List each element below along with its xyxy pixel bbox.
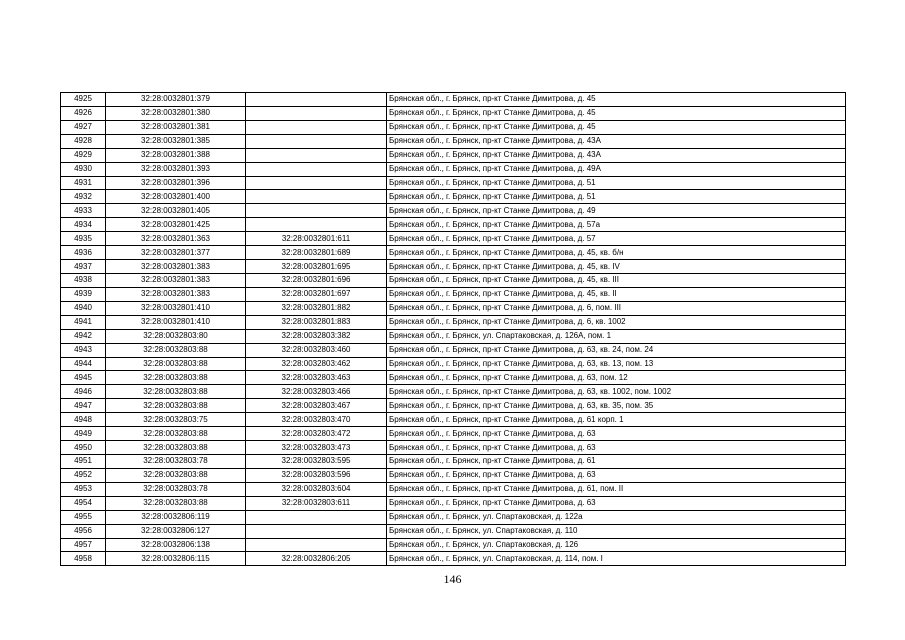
row-number-cell: 4946 bbox=[61, 385, 106, 399]
row-number-cell: 4931 bbox=[61, 176, 106, 190]
address-cell: Брянская обл., г. Брянск, пр-кт Станке Димитрова, д. 57 bbox=[387, 232, 846, 246]
linked-cadastral-number-cell bbox=[246, 218, 387, 232]
cadastral-number-cell: 32:28:0032801:363 bbox=[106, 232, 246, 246]
cadastral-number-cell: 32:28:0032801:381 bbox=[106, 120, 246, 134]
address-cell: Брянская обл., г. Брянск, пр-кт Станке Димитрова, д. 6, кв. 1002 bbox=[387, 315, 846, 329]
cadastral-number-cell: 32:28:0032803:88 bbox=[106, 385, 246, 399]
cadastral-number-cell: 32:28:0032803:88 bbox=[106, 357, 246, 371]
linked-cadastral-number-cell bbox=[246, 106, 387, 120]
address-cell: Брянская обл., г. Брянск, ул. Спартаковская, д. 126 bbox=[387, 538, 846, 552]
registry-table bbox=[60, 92, 846, 566]
address-cell: Брянская обл., г. Брянск, пр-кт Станке Димитрова, д. 49 bbox=[387, 204, 846, 218]
row-number-cell: 4947 bbox=[61, 399, 106, 413]
address-cell: Брянская обл., г. Брянск, пр-кт Станке Димитрова, д. 45, кв. II bbox=[387, 287, 846, 301]
row-number-cell: 4955 bbox=[61, 510, 106, 524]
address-cell: Брянская обл., г. Брянск, пр-кт Станке Димитрова, д. 63, кв. 1002, пом. 1002 bbox=[387, 385, 846, 399]
cadastral-number-cell: 32:28:0032803:78 bbox=[106, 454, 246, 468]
table-row bbox=[61, 93, 846, 107]
address-cell: Брянская обл., г. Брянск, пр-кт Станке Димитрова, д. 61 корп. 1 bbox=[387, 413, 846, 427]
row-number-cell: 4934 bbox=[61, 218, 106, 232]
linked-cadastral-number-cell bbox=[246, 524, 387, 538]
table-row bbox=[61, 427, 846, 441]
row-number-cell: 4933 bbox=[61, 204, 106, 218]
row-number-cell: 4943 bbox=[61, 343, 106, 357]
table-row bbox=[61, 204, 846, 218]
address-cell: Брянская обл., г. Брянск, пр-кт Станке Димитрова, д. 61 bbox=[387, 454, 846, 468]
linked-cadastral-number-cell bbox=[246, 538, 387, 552]
cadastral-number-cell: 32:28:0032803:88 bbox=[106, 441, 246, 455]
cadastral-number-cell: 32:28:0032801:396 bbox=[106, 176, 246, 190]
address-cell: Брянская обл., г. Брянск, пр-кт Станке Димитрова, д. 45 bbox=[387, 120, 846, 134]
row-number-cell: 4956 bbox=[61, 524, 106, 538]
address-cell: Брянская обл., г. Брянск, пр-кт Станке Димитрова, д. 43А bbox=[387, 134, 846, 148]
table-row bbox=[61, 413, 846, 427]
cadastral-number-cell: 32:28:0032801:410 bbox=[106, 315, 246, 329]
linked-cadastral-number-cell: 32:28:0032803:472 bbox=[246, 427, 387, 441]
address-cell: Брянская обл., г. Брянск, пр-кт Станке Димитрова, д. 63 bbox=[387, 496, 846, 510]
linked-cadastral-number-cell: 32:28:0032803:467 bbox=[246, 399, 387, 413]
cadastral-number-cell: 32:28:0032801:405 bbox=[106, 204, 246, 218]
linked-cadastral-number-cell bbox=[246, 510, 387, 524]
linked-cadastral-number-cell: 32:28:0032801:689 bbox=[246, 246, 387, 260]
cadastral-number-cell: 32:28:0032803:78 bbox=[106, 482, 246, 496]
address-cell: Брянская обл., г. Брянск, пр-кт Станке Димитрова, д. 51 bbox=[387, 176, 846, 190]
row-number-cell: 4957 bbox=[61, 538, 106, 552]
linked-cadastral-number-cell: 32:28:0032806:205 bbox=[246, 552, 387, 566]
table-row bbox=[61, 120, 846, 134]
row-number-cell: 4939 bbox=[61, 287, 106, 301]
row-number-cell: 4949 bbox=[61, 427, 106, 441]
linked-cadastral-number-cell: 32:28:0032801:883 bbox=[246, 315, 387, 329]
address-cell: Брянская обл., г. Брянск, пр-кт Станке Димитрова, д. 51 bbox=[387, 190, 846, 204]
table-row bbox=[61, 190, 846, 204]
row-number-cell: 4941 bbox=[61, 315, 106, 329]
table-row bbox=[61, 371, 846, 385]
linked-cadastral-number-cell bbox=[246, 176, 387, 190]
linked-cadastral-number-cell bbox=[246, 93, 387, 107]
cadastral-number-cell: 32:28:0032803:88 bbox=[106, 371, 246, 385]
cadastral-number-cell: 32:28:0032803:88 bbox=[106, 427, 246, 441]
address-cell: Брянская обл., г. Брянск, пр-кт Станке Димитрова, д. 57а bbox=[387, 218, 846, 232]
cadastral-number-cell: 32:28:0032806:115 bbox=[106, 552, 246, 566]
table-row bbox=[61, 218, 846, 232]
table-row bbox=[61, 468, 846, 482]
linked-cadastral-number-cell: 32:28:0032803:466 bbox=[246, 385, 387, 399]
table-row bbox=[61, 273, 846, 287]
cadastral-number-cell: 32:28:0032806:127 bbox=[106, 524, 246, 538]
address-cell: Брянская обл., г. Брянск, пр-кт Станке Димитрова, д. 63, пом. 12 bbox=[387, 371, 846, 385]
address-cell: Брянская обл., г. Брянск, пр-кт Станке Димитрова, д. 45 bbox=[387, 106, 846, 120]
cadastral-number-cell: 32:28:0032801:388 bbox=[106, 148, 246, 162]
row-number-cell: 4927 bbox=[61, 120, 106, 134]
cadastral-number-cell: 32:28:0032801:425 bbox=[106, 218, 246, 232]
cadastral-number-cell: 32:28:0032801:380 bbox=[106, 106, 246, 120]
linked-cadastral-number-cell: 32:28:0032801:611 bbox=[246, 232, 387, 246]
cadastral-number-cell: 32:28:0032803:88 bbox=[106, 496, 246, 510]
linked-cadastral-number-cell: 32:28:0032801:697 bbox=[246, 287, 387, 301]
linked-cadastral-number-cell: 32:28:0032803:596 bbox=[246, 468, 387, 482]
table-row bbox=[61, 134, 846, 148]
table-row bbox=[61, 246, 846, 260]
table-row bbox=[61, 510, 846, 524]
row-number-cell: 4938 bbox=[61, 273, 106, 287]
row-number-cell: 4951 bbox=[61, 454, 106, 468]
table-row bbox=[61, 176, 846, 190]
cadastral-number-cell: 32:28:0032801:383 bbox=[106, 287, 246, 301]
table-row bbox=[61, 301, 846, 315]
table-row bbox=[61, 343, 846, 357]
cadastral-number-cell: 32:28:0032801:383 bbox=[106, 273, 246, 287]
row-number-cell: 4925 bbox=[61, 93, 106, 107]
linked-cadastral-number-cell bbox=[246, 134, 387, 148]
cadastral-number-cell: 32:28:0032803:75 bbox=[106, 413, 246, 427]
address-cell: Брянская обл., г. Брянск, ул. Спартаковская, д. 122а bbox=[387, 510, 846, 524]
registry-table-body bbox=[61, 93, 846, 566]
linked-cadastral-number-cell bbox=[246, 148, 387, 162]
linked-cadastral-number-cell: 32:28:0032803:462 bbox=[246, 357, 387, 371]
table-row bbox=[61, 454, 846, 468]
address-cell: Брянская обл., г. Брянск, пр-кт Станке Димитрова, д. 6, пом. III bbox=[387, 301, 846, 315]
row-number-cell: 4930 bbox=[61, 162, 106, 176]
linked-cadastral-number-cell bbox=[246, 190, 387, 204]
table-row bbox=[61, 148, 846, 162]
linked-cadastral-number-cell bbox=[246, 162, 387, 176]
row-number-cell: 4929 bbox=[61, 148, 106, 162]
linked-cadastral-number-cell: 32:28:0032803:473 bbox=[246, 441, 387, 455]
cadastral-number-cell: 32:28:0032801:410 bbox=[106, 301, 246, 315]
table-row bbox=[61, 106, 846, 120]
table-row bbox=[61, 260, 846, 274]
cadastral-number-cell: 32:28:0032806:119 bbox=[106, 510, 246, 524]
address-cell: Брянская обл., г. Брянск, пр-кт Станке Димитрова, д. 63 bbox=[387, 441, 846, 455]
address-cell: Брянская обл., г. Брянск, пр-кт Станке Димитрова, д. 61, пом. II bbox=[387, 482, 846, 496]
address-cell: Брянская обл., г. Брянск, пр-кт Станке Димитрова, д. 49А bbox=[387, 162, 846, 176]
page-number: 146 bbox=[443, 572, 462, 586]
table-row bbox=[61, 232, 846, 246]
row-number-cell: 4948 bbox=[61, 413, 106, 427]
linked-cadastral-number-cell: 32:28:0032803:595 bbox=[246, 454, 387, 468]
row-number-cell: 4954 bbox=[61, 496, 106, 510]
linked-cadastral-number-cell: 32:28:0032801:882 bbox=[246, 301, 387, 315]
address-cell: Брянская обл., г. Брянск, пр-кт Станке Димитрова, д. 45, кв. III bbox=[387, 273, 846, 287]
row-number-cell: 4926 bbox=[61, 106, 106, 120]
address-cell: Брянская обл., г. Брянск, пр-кт Станке Димитрова, д. 63 bbox=[387, 468, 846, 482]
table-row bbox=[61, 329, 846, 343]
cadastral-number-cell: 32:28:0032801:379 bbox=[106, 93, 246, 107]
address-cell: Брянская обл., г. Брянск, ул. Спартаковская, д. 126А, пом. 1 bbox=[387, 329, 846, 343]
row-number-cell: 4944 bbox=[61, 357, 106, 371]
cadastral-number-cell: 32:28:0032803:80 bbox=[106, 329, 246, 343]
linked-cadastral-number-cell: 32:28:0032801:695 bbox=[246, 260, 387, 274]
table-row bbox=[61, 441, 846, 455]
linked-cadastral-number-cell: 32:28:0032803:470 bbox=[246, 413, 387, 427]
cadastral-number-cell: 32:28:0032801:385 bbox=[106, 134, 246, 148]
cadastral-number-cell: 32:28:0032801:383 bbox=[106, 260, 246, 274]
row-number-cell: 4928 bbox=[61, 134, 106, 148]
cadastral-number-cell: 32:28:0032803:88 bbox=[106, 343, 246, 357]
linked-cadastral-number-cell bbox=[246, 120, 387, 134]
row-number-cell: 4937 bbox=[61, 260, 106, 274]
linked-cadastral-number-cell: 32:28:0032803:460 bbox=[246, 343, 387, 357]
table-row bbox=[61, 496, 846, 510]
table-row bbox=[61, 357, 846, 371]
row-number-cell: 4945 bbox=[61, 371, 106, 385]
row-number-cell: 4953 bbox=[61, 482, 106, 496]
cadastral-number-cell: 32:28:0032801:377 bbox=[106, 246, 246, 260]
address-cell: Брянская обл., г. Брянск, пр-кт Станке Димитрова, д. 63, кв. 35, пом. 35 bbox=[387, 399, 846, 413]
table-row bbox=[61, 552, 846, 566]
row-number-cell: 4942 bbox=[61, 329, 106, 343]
table-row bbox=[61, 162, 846, 176]
address-cell: Брянская обл., г. Брянск, пр-кт Станке Димитрова, д. 45, кв. IV bbox=[387, 260, 846, 274]
address-cell: Брянская обл., г. Брянск, пр-кт Станке Димитрова, д. 43А bbox=[387, 148, 846, 162]
row-number-cell: 4952 bbox=[61, 468, 106, 482]
row-number-cell: 4936 bbox=[61, 246, 106, 260]
cadastral-number-cell: 32:28:0032806:138 bbox=[106, 538, 246, 552]
address-cell: Брянская обл., г. Брянск, пр-кт Станке Димитрова, д. 45 bbox=[387, 93, 846, 107]
table-row bbox=[61, 315, 846, 329]
table-row bbox=[61, 482, 846, 496]
cadastral-number-cell: 32:28:0032803:88 bbox=[106, 468, 246, 482]
address-cell: Брянская обл., г. Брянск, ул. Спартаковская, д. 114, пом. I bbox=[387, 552, 846, 566]
table-row bbox=[61, 385, 846, 399]
row-number-cell: 4958 bbox=[61, 552, 106, 566]
address-cell: Брянская обл., г. Брянск, ул. Спартаковская, д. 110 bbox=[387, 524, 846, 538]
table-row bbox=[61, 399, 846, 413]
linked-cadastral-number-cell: 32:28:0032803:611 bbox=[246, 496, 387, 510]
linked-cadastral-number-cell: 32:28:0032803:604 bbox=[246, 482, 387, 496]
linked-cadastral-number-cell bbox=[246, 204, 387, 218]
linked-cadastral-number-cell: 32:28:0032803:463 bbox=[246, 371, 387, 385]
address-cell: Брянская обл., г. Брянск, пр-кт Станке Димитрова, д. 63, кв. 13, пом. 13 bbox=[387, 357, 846, 371]
address-cell: Брянская обл., г. Брянск, пр-кт Станке Димитрова, д. 63, кв. 24, пом. 24 bbox=[387, 343, 846, 357]
row-number-cell: 4932 bbox=[61, 190, 106, 204]
table-row bbox=[61, 524, 846, 538]
row-number-cell: 4935 bbox=[61, 232, 106, 246]
row-number-cell: 4950 bbox=[61, 441, 106, 455]
linked-cadastral-number-cell: 32:28:0032801:696 bbox=[246, 273, 387, 287]
cadastral-number-cell: 32:28:0032803:88 bbox=[106, 399, 246, 413]
table-row bbox=[61, 538, 846, 552]
row-number-cell: 4940 bbox=[61, 301, 106, 315]
linked-cadastral-number-cell: 32:28:0032803:382 bbox=[246, 329, 387, 343]
cadastral-number-cell: 32:28:0032801:393 bbox=[106, 162, 246, 176]
address-cell: Брянская обл., г. Брянск, пр-кт Станке Димитрова, д. 63 bbox=[387, 427, 846, 441]
address-cell: Брянская обл., г. Брянск, пр-кт Станке Димитрова, д. 45, кв. б/н bbox=[387, 246, 846, 260]
cadastral-number-cell: 32:28:0032801:400 bbox=[106, 190, 246, 204]
table-row bbox=[61, 287, 846, 301]
